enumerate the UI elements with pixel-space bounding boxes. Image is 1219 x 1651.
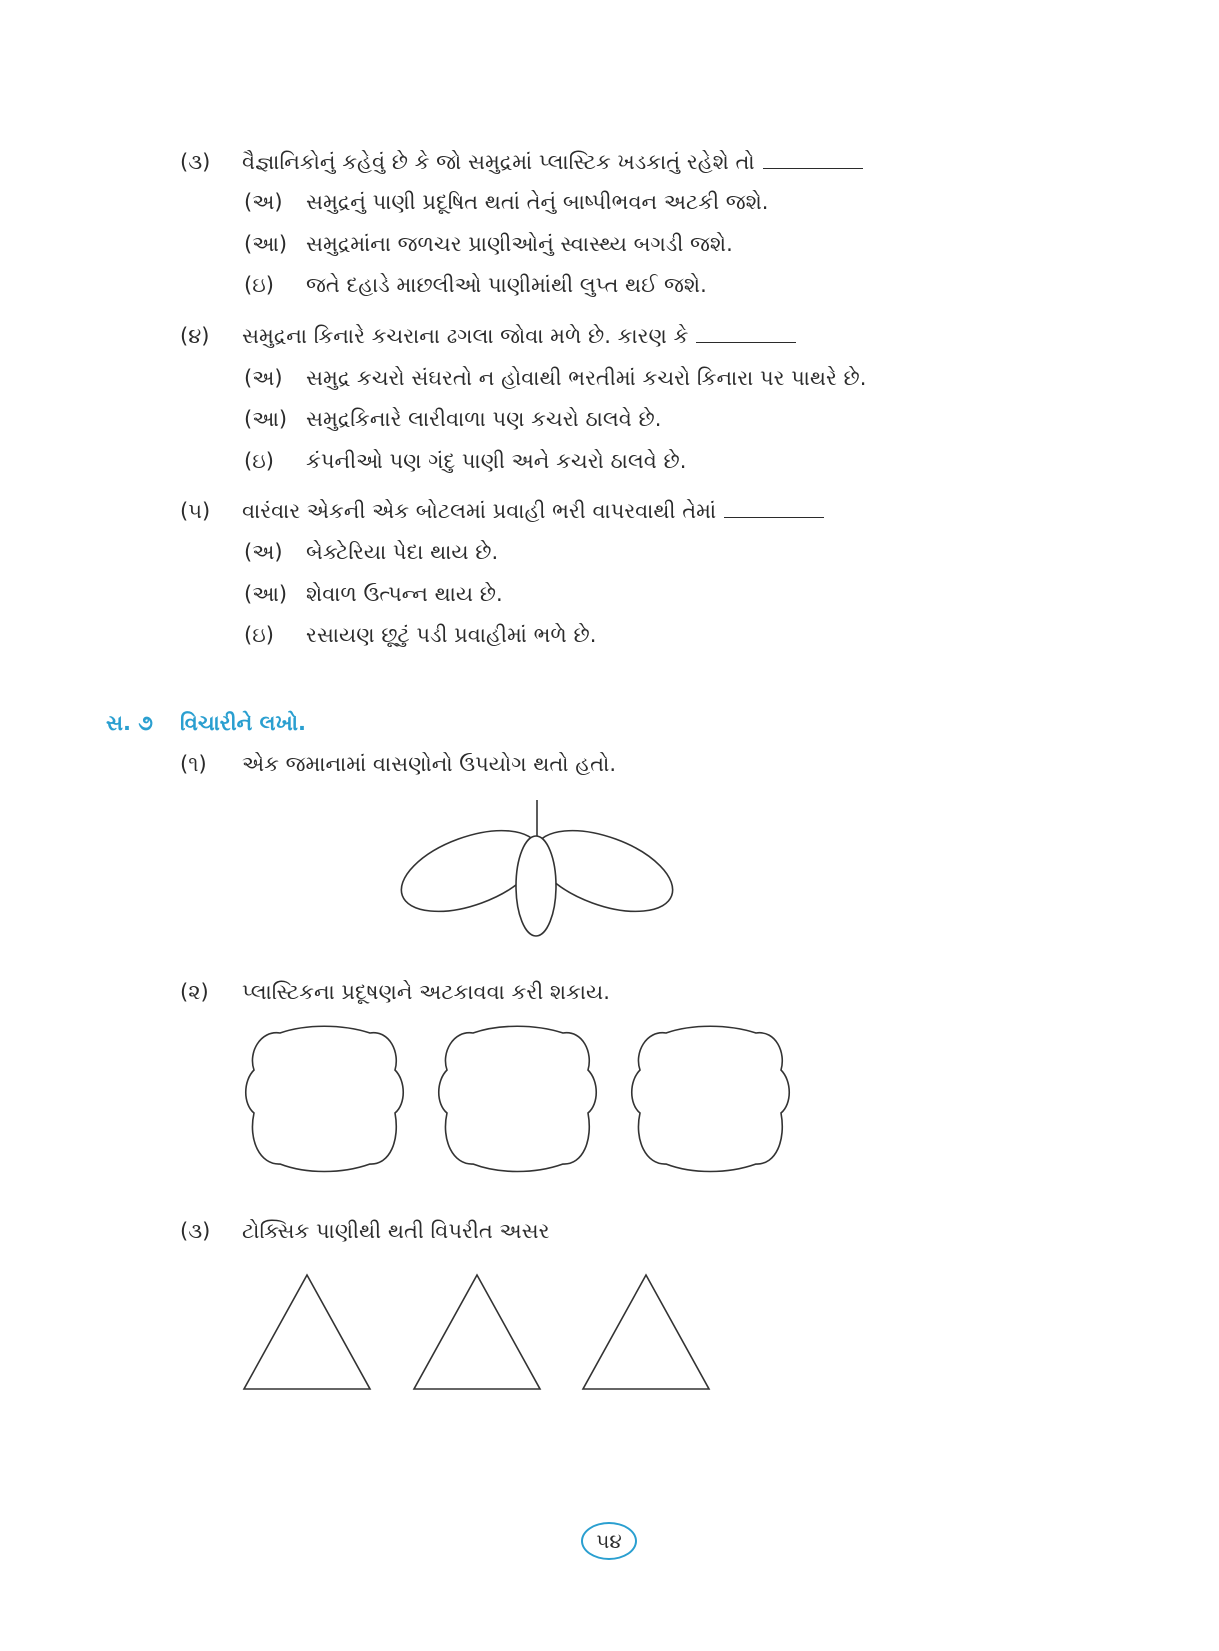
answer-petal-bottom[interactable] <box>516 836 556 936</box>
answer-triangle-1[interactable] <box>244 1275 370 1389</box>
option-text: સમુદ્ર કચરો સંઘરતો ન હોવાથી ભરતીમાં કચરો કિનારા પર પાથરે છે. <box>306 366 867 390</box>
option-label: (અ) <box>244 540 283 564</box>
subquestion-number: (૧) <box>180 752 207 776</box>
question-number: (૩) <box>180 150 211 174</box>
option-text: રસાયણ છૂટું પડી પ્રવાહીમાં ભળે છે. <box>306 623 597 647</box>
answer-triangle-3[interactable] <box>583 1275 709 1389</box>
subquestion-text: પ્લાસ્ટિકના પ્રદૂષણને અટકાવવા કરી શકાય. <box>242 980 610 1004</box>
question-text: સમુદ્રના કિનારે કચરાના ઢગલા જોવા મળે છે. કારણ કે <box>242 321 796 351</box>
option-label: (અ) <box>244 190 283 214</box>
petal-diagram <box>391 800 684 936</box>
section-title: વિચારીને લખો. <box>180 711 306 735</box>
subquestion-text: એક જમાનામાં વાસણોનો ઉપયોગ થતો હતો. <box>242 752 616 776</box>
answer-cloud-2[interactable] <box>439 1026 597 1171</box>
option-label: (ઇ) <box>244 623 274 647</box>
option-label: (આ) <box>244 582 288 606</box>
option-label: (આ) <box>244 232 288 256</box>
answer-cloud-1[interactable] <box>246 1026 404 1171</box>
question-number: (૫) <box>180 499 211 523</box>
question-number: (૪) <box>180 324 210 348</box>
answer-cloud-3[interactable] <box>632 1026 790 1171</box>
option-text: સમુદ્રકિનારે લારીવાળા પણ કચરો ઠાલવે છે. <box>306 407 662 431</box>
option-label: (અ) <box>244 366 283 390</box>
subquestion-number: (૨) <box>180 980 209 1004</box>
answer-triangle-2[interactable] <box>414 1275 540 1389</box>
option-text: કંપનીઓ પણ ગંદુ પાણી અને કચરો ઠાલવે છે. <box>306 449 687 473</box>
option-text: સમુદ્રમાંના જળચર પ્રાણીઓનું સ્વાસ્થ્ય બગડી જશે. <box>306 232 733 256</box>
option-text: સમુદ્રનું પાણી પ્રદૂષિત થતાં તેનું બાષ્પીભવન અટકી જશે. <box>306 190 769 214</box>
option-label: (ઇ) <box>244 273 274 297</box>
section-number: સ. ૭ <box>106 711 153 735</box>
subquestion-text: ટોક્સિક પાણીથી થતી વિપરીત અસર <box>242 1219 550 1243</box>
subquestion-number: (૩) <box>180 1219 211 1243</box>
question-text: વૈજ્ઞાનિકોનું કહેવું છે કે જો સમુદ્રમાં પ્લાસ્ટિક ખડકાતું રહેશે તો <box>242 147 863 177</box>
option-label: (આ) <box>244 407 288 431</box>
option-label: (ઇ) <box>244 449 274 473</box>
page-number: ૫૪ <box>581 1522 637 1560</box>
option-text: જતે દહાડે માછલીઓ પાણીમાંથી લુપ્ત થઈ જશે. <box>306 273 707 297</box>
option-text: બેક્ટેરિયા પેદા થાય છે. <box>306 540 499 564</box>
question-text: વારંવાર એકની એક બોટલમાં પ્રવાહી ભરી વાપરવાથી તેમાં <box>242 496 824 526</box>
option-text: શેવાળ ઉત્પન્ન થાય છે. <box>306 582 503 606</box>
